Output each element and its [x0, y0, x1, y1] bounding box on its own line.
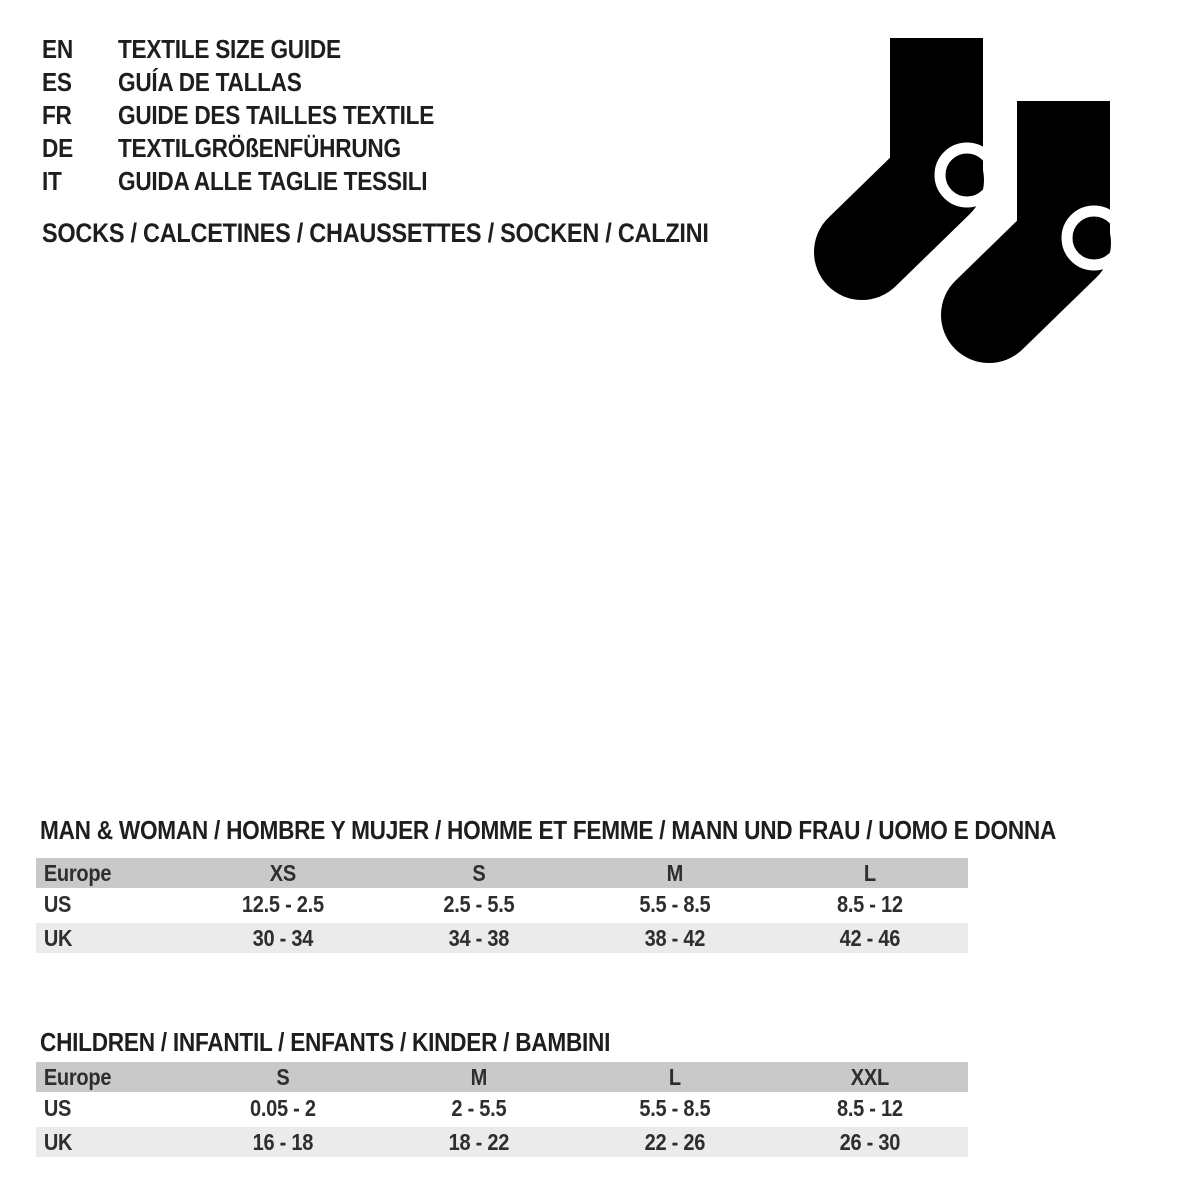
language-title: TEXTILGRÖßENFÜHRUNG: [118, 133, 401, 163]
size-cell: 38 - 42: [644, 925, 705, 951]
size-cell: 18 - 22: [448, 1129, 509, 1155]
table-title-man-woman-text: MAN & WOMAN / HOMBRE Y MUJER / HOMME ET FEMME / MANN UND FRAU / UOMO E DONNA: [40, 815, 1057, 845]
size-cell: 8.5 - 12: [837, 1095, 904, 1121]
size-cell: 5.5 - 8.5: [638, 891, 710, 917]
size-cell: 22 - 26: [644, 1129, 705, 1155]
language-row-fr: [42, 99, 481, 132]
table-title-children-text: CHILDREN / INFANTIL / ENFANTS / KINDER / BAMBINI: [40, 1027, 611, 1057]
product-category-heading-text: SOCKS / CALCETINES / CHAUSSETTES / SOCKEN / CALZINI: [42, 218, 709, 248]
language-title: GUÍA DE TALLAS: [118, 67, 302, 97]
row-label: US: [43, 891, 72, 917]
header-cell-size-l: L: [864, 860, 877, 886]
header-cell-region: Europe: [43, 860, 112, 886]
table-row-uk: [36, 923, 968, 953]
table-row-us: [36, 1093, 968, 1123]
table-header-row: [36, 1062, 968, 1092]
size-table-man-woman: [36, 858, 968, 953]
language-code: [42, 33, 118, 66]
table-title-children: [40, 1028, 695, 1056]
header-cell-region: Europe: [43, 1064, 112, 1090]
language-row-it: [42, 165, 481, 198]
size-cell: 12.5 - 2.5: [241, 891, 324, 917]
language-code: [42, 99, 118, 132]
size-table-children: [36, 1062, 968, 1157]
socks-icon: [810, 38, 1130, 373]
language-row-en: [42, 33, 481, 66]
header-cell-size-m: M: [666, 860, 683, 886]
product-category-heading: [42, 218, 808, 248]
size-cell: 5.5 - 8.5: [638, 1095, 710, 1121]
row-label: US: [43, 1095, 72, 1121]
header-cell-size-s: S: [276, 1064, 290, 1090]
header-cell-size-m: M: [470, 1064, 487, 1090]
language-code-text: DE: [42, 133, 73, 163]
table-row-us: [36, 889, 968, 919]
language-row-de: [42, 132, 481, 165]
language-code-text: ES: [42, 67, 72, 97]
size-cell: 2.5 - 5.5: [443, 891, 515, 917]
row-label: UK: [43, 1129, 73, 1155]
size-cell: 42 - 46: [839, 925, 901, 951]
language-code-text: EN: [42, 34, 73, 64]
size-cell: 0.05 - 2: [249, 1095, 316, 1121]
table-row-uk: [36, 1127, 968, 1157]
language-code: [42, 132, 118, 165]
language-code-text: FR: [42, 100, 72, 130]
language-title: GUIDA ALLE TAGLIE TESSILI: [118, 166, 428, 196]
language-code: [42, 66, 118, 99]
language-title: TEXTILE SIZE GUIDE: [118, 34, 341, 64]
header-cell-size-l: L: [668, 1064, 681, 1090]
header-cell-size-s: S: [472, 860, 486, 886]
language-code-text: IT: [42, 166, 62, 196]
row-label: UK: [43, 925, 73, 951]
header-cell-size-xs: XS: [269, 860, 296, 886]
table-header-row: [36, 858, 968, 888]
size-cell: 2 - 5.5: [451, 1095, 507, 1121]
header-cell-size-xxl: XXL: [851, 1064, 890, 1090]
language-list: [42, 33, 481, 198]
size-cell: 16 - 18: [252, 1129, 314, 1155]
language-title: GUIDE DES TAILLES TEXTILE: [118, 100, 435, 130]
table-title-man-woman: [40, 816, 1200, 844]
size-cell: 30 - 34: [252, 925, 314, 951]
size-cell: 8.5 - 12: [837, 891, 904, 917]
language-code: [42, 165, 118, 198]
size-cell: 26 - 30: [839, 1129, 901, 1155]
language-row-es: [42, 66, 481, 99]
size-cell: 34 - 38: [448, 925, 509, 951]
